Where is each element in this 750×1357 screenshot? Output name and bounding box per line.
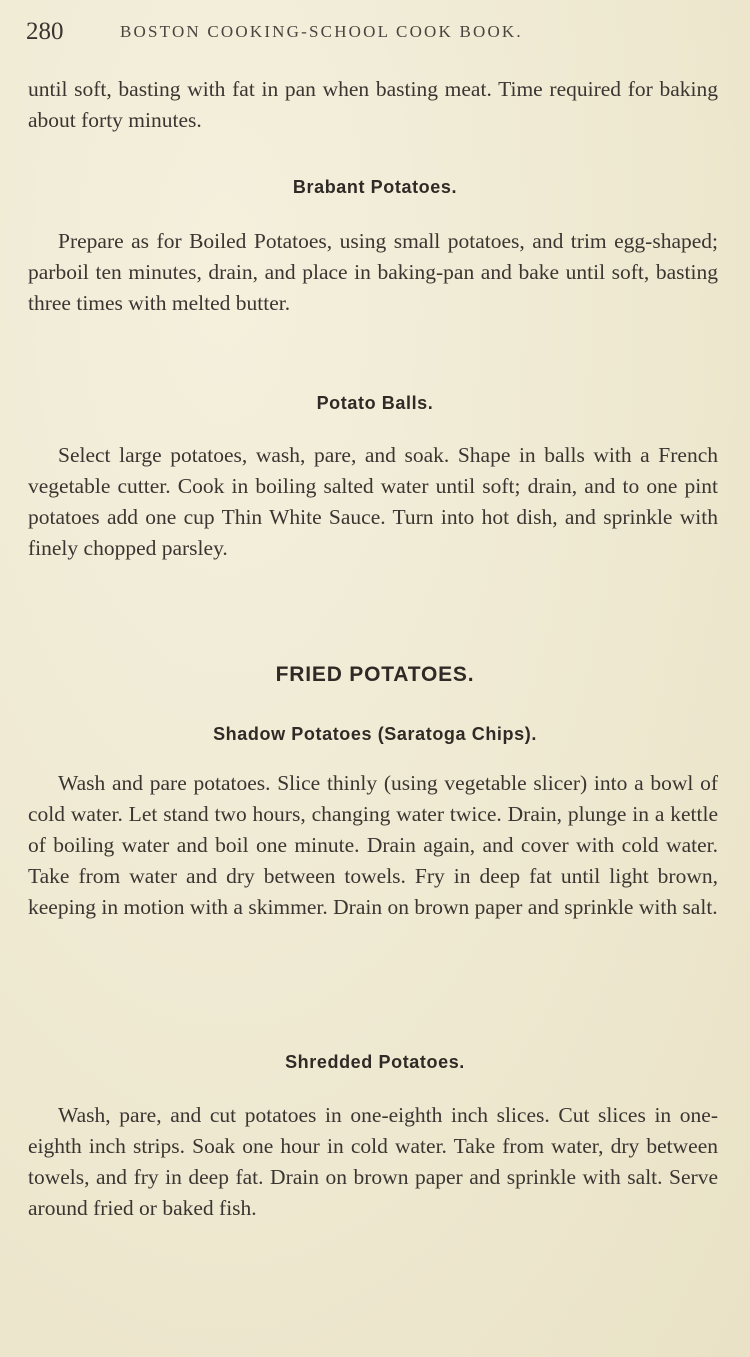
- shadow-potatoes-text: Wash and pare potatoes. Slice thinly (using vegetable slicer) into a bowl of cold water. Let stand two hours, changing water twice. Drain, plunge in a kettle of boiling water and boil one minute. Drain again, and cover with cold water. Take from water and dry between towels. Fry in deep fat until light brown, keeping in motion with a skimmer. Drain on brown paper and sprinkle with salt.: [28, 771, 718, 919]
- brabant-potatoes-heading: Brabant Potatoes.: [292, 177, 458, 197]
- book-title: BOSTON COOKING-SCHOOL COOK BOOK.: [120, 22, 523, 41]
- shredded-potatoes-text: Wash, pare, and cut potatoes in one-eighth inch slices. Cut slices in one-eighth inch strips. Soak one hour in cold water. Take from water, dry between towels, and fry in deep fat. Drain on brown paper and sprinkle with salt. Serve around fried or baked fish.: [28, 1103, 718, 1220]
- shredded-potatoes-heading: Shredded Potatoes.: [285, 1052, 465, 1072]
- potato-balls-text: Select large potatoes, wash, pare, and soak. Shape in balls with a French vegetable cutter. Cook in boiling salted water until soft; drain, and to one pint potatoes add one cup Thin White Sauce. Turn into hot dish, and sprinkle with finely chopped parsley.: [28, 443, 718, 560]
- fried-potatoes-section-heading: FRIED POTATOES.: [275, 663, 475, 686]
- potato-balls-heading: Potato Balls.: [316, 393, 434, 413]
- running-head: [26, 18, 726, 52]
- intro-paragraph: until soft, basting with fat in pan when basting meat. Time required for baking about forty minutes.: [28, 77, 718, 132]
- page-number: 280: [26, 18, 64, 45]
- shadow-potatoes-heading: Shadow Potatoes (Saratoga Chips).: [213, 724, 537, 744]
- brabant-potatoes-text: Prepare as for Boiled Potatoes, using small potatoes, and trim egg-shaped; parboil ten minutes, drain, and place in baking-pan and bake until soft, basting three times with melted butter.: [28, 229, 718, 315]
